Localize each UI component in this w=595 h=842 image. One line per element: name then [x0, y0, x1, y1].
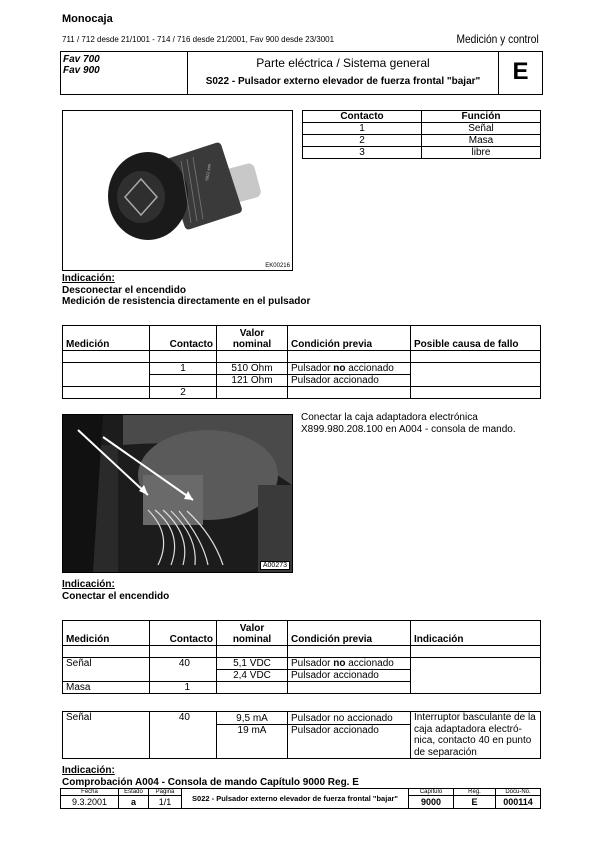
pin-3: 3	[303, 147, 422, 159]
t1-col-condicion: Condición previa	[288, 326, 411, 351]
footer-docu: 000114	[496, 796, 541, 809]
table-row: 121 Ohm Pulsador accionado	[63, 375, 541, 387]
photo2-code: A00273	[260, 561, 290, 570]
footer-reg: E	[454, 796, 496, 809]
note-1-title: Indicación:	[62, 273, 115, 284]
pin-2: 2	[303, 135, 422, 147]
area-title: Parte eléctrica / Sistema general	[256, 56, 430, 70]
pin-3-function: libre	[422, 147, 541, 159]
table-row: 2	[63, 387, 541, 399]
section-title: Monocaja	[62, 13, 113, 25]
note-1-line1: Desconectar el encendido	[62, 284, 186, 296]
resistance-table	[62, 325, 541, 399]
console-photo	[62, 414, 293, 573]
footer-page: 1/1	[149, 796, 182, 809]
note-3-title: Indicación:	[62, 765, 115, 776]
t1-col-valor: Valor nominal	[217, 326, 288, 351]
photo2-caption: Conectar la caja adaptadora electrónica X899.980.208.100 en A004 - consola de mando.	[301, 412, 516, 435]
pin-1: 1	[303, 123, 422, 135]
chapter-title: Medición y control	[456, 32, 539, 46]
model-range: 711 / 712 desde 21/1001 - 714 / 716 desde 21/2001, Fav 900 desde 23/3001	[62, 35, 335, 44]
footer-date: 9.3.2001	[61, 796, 119, 809]
table-row: Señal 40 5,1 VDC Pulsador no accionado	[63, 658, 541, 670]
footer-title: S022 - Pulsador externo elevador de fuerza frontal "bajar"	[182, 789, 409, 809]
col-contacto: Contacto	[303, 111, 422, 123]
footer-status: a	[119, 796, 149, 809]
note-2-line1: Conectar el encendido	[62, 590, 170, 602]
note-1	[62, 273, 310, 308]
table-row: Masa 1	[63, 682, 541, 694]
note-2	[62, 579, 169, 602]
component-title: S022 - Pulsador externo elevador de fuerza frontal "bajar"	[205, 76, 481, 87]
table-row: Señal 40 9,5 mA Pulsador no accionado Interruptor basculante de la caja adaptadora electró- nica, contacto 40 en punto de separación	[63, 712, 541, 725]
t1-col-causa: Posible causa de fallo	[411, 326, 541, 351]
pushbutton-photo	[62, 110, 293, 271]
fav-700: Fav 700	[63, 54, 100, 65]
voltage-table: Medición Contacto Valor nominal Condición previa Indicación Señal 40 5,1 VDC Pulsador no accionado 2,4 VDC Pulsador accionado Masa 1	[62, 620, 541, 694]
title-box	[60, 51, 543, 95]
t1-col-medicion: Medición	[63, 326, 150, 351]
note-3-line1: Comprobación A004 - Consola de mando Capítulo 9000 Reg. E	[62, 776, 359, 788]
t1-col-contacto: Contacto	[150, 326, 217, 351]
register-letter: E	[512, 58, 529, 85]
note-1-line2: Medición de resistencia directamente en el pulsador	[62, 296, 311, 307]
current-note: Interruptor basculante de la caja adaptadora electró- nica, contacto 40 en punto de separación	[411, 712, 541, 759]
note-3	[62, 765, 359, 788]
pin-1-function: Señal	[422, 123, 541, 135]
pin-table	[302, 110, 541, 159]
current-table	[62, 711, 541, 759]
table-row: 2,4 VDC Pulsador accionado	[63, 670, 541, 682]
footer-table: Fecha Estado Página S022 - Pulsador externo elevador de fuerza frontal "bajar" Capítulo Reg. Docu-No. 9.3.2001 a 1/1 9000 E 000114	[60, 788, 541, 809]
pin-2-function: Masa	[422, 135, 541, 147]
fav-900: Fav 900	[63, 65, 100, 76]
photo-code: EK00216	[265, 263, 290, 269]
table-row: 1 510 Ohm Pulsador no accionado	[63, 363, 541, 375]
note-2-title: Indicación:	[62, 579, 115, 590]
footer-chapter: 9000	[409, 796, 454, 809]
table-row: 19 mA Pulsador accionado	[63, 725, 541, 759]
svg-text:S022 ###: S022 ###	[204, 163, 212, 182]
col-funcion: Función	[422, 111, 541, 123]
